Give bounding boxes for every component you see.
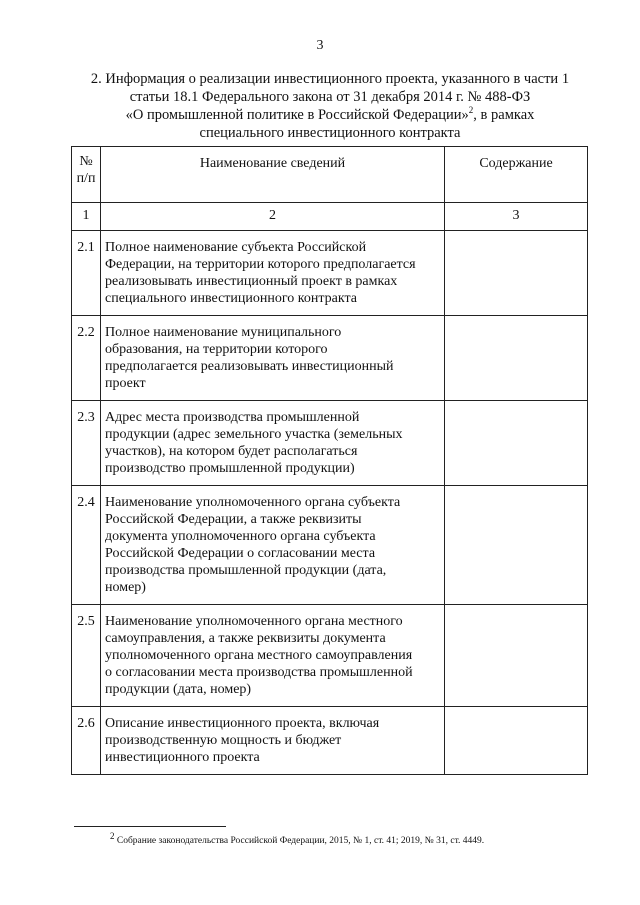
desc-line: предполагается реализовывать инвестиционный bbox=[105, 359, 394, 374]
table-row bbox=[72, 316, 588, 401]
row-number: 2.3 bbox=[72, 401, 101, 486]
desc-line: о согласовании места производства промышленной bbox=[105, 665, 413, 680]
header-number-abbr: п/п bbox=[76, 171, 96, 186]
row-description bbox=[101, 605, 445, 707]
heading-line-2: статьи 18.1 Федерального закона от 31 декабря 2014 г. № 488-ФЗ bbox=[129, 89, 531, 105]
heading-line-3-tail: , в рамках bbox=[473, 107, 535, 123]
footnote bbox=[110, 831, 485, 847]
row-description bbox=[101, 707, 445, 775]
desc-line: Федерации, на территории которого предполагается bbox=[105, 257, 416, 272]
information-table bbox=[71, 146, 588, 775]
desc-line: документа уполномоченного органа субъекта bbox=[105, 529, 376, 544]
column-index-3: 3 bbox=[445, 203, 588, 231]
table-row bbox=[72, 605, 588, 707]
desc-line: Описание инвестиционного проекта, включая bbox=[105, 716, 380, 731]
row-content-cell bbox=[445, 401, 588, 486]
row-content-cell bbox=[445, 316, 588, 401]
row-number: 2.4 bbox=[72, 486, 101, 605]
table-row bbox=[72, 486, 588, 605]
heading-law-title: «О промышленной политике в Российской Федерации» bbox=[125, 107, 469, 123]
desc-line: уполномоченного органа местного самоуправления bbox=[105, 648, 413, 663]
desc-line: Адрес места производства промышленной bbox=[105, 410, 360, 425]
row-number: 2.2 bbox=[72, 316, 101, 401]
row-description bbox=[101, 401, 445, 486]
heading-line-1: 2. Информация о реализации инвестиционного проекта, указанного в части 1 bbox=[90, 71, 570, 87]
table-row bbox=[72, 401, 588, 486]
page-number: 3 bbox=[316, 38, 324, 53]
row-number: 2.6 bbox=[72, 707, 101, 775]
desc-line: Полное наименование муниципального bbox=[105, 325, 342, 340]
desc-line: образования, на территории которого bbox=[105, 342, 328, 357]
row-content-cell bbox=[445, 486, 588, 605]
row-description bbox=[101, 486, 445, 605]
desc-line: самоуправления, а также реквизиты документа bbox=[105, 631, 386, 646]
heading-line-3 bbox=[60, 106, 600, 124]
row-description bbox=[101, 231, 445, 316]
desc-line: номер) bbox=[105, 580, 146, 595]
row-content-cell bbox=[445, 231, 588, 316]
desc-line: Российской Федерации, а также реквизиты bbox=[105, 512, 362, 527]
desc-line: производство промышленной продукции) bbox=[105, 461, 355, 476]
desc-line: продукции (дата, номер) bbox=[105, 682, 252, 697]
desc-line: участков), на котором будет располагаться bbox=[105, 444, 358, 459]
table-header-row bbox=[72, 147, 588, 203]
row-content-cell bbox=[445, 605, 588, 707]
desc-line: Полное наименование субъекта Российской bbox=[105, 240, 367, 255]
desc-line: Наименование уполномоченного органа субъекта bbox=[105, 495, 401, 510]
footnote-ref: 2 bbox=[468, 105, 474, 116]
footnote-text: Собрание законодательства Российской Федерации, 2015, № 1, ст. 41; 2019, № 31, ст. 4449. bbox=[114, 836, 485, 847]
footnote-separator bbox=[74, 826, 226, 827]
column-index-1: 1 bbox=[72, 203, 101, 231]
table-row bbox=[72, 707, 588, 775]
desc-line: продукции (адрес земельного участка (земельных bbox=[105, 427, 403, 442]
row-content-cell bbox=[445, 707, 588, 775]
header-content-cell: Содержание bbox=[445, 147, 588, 203]
desc-line: Наименование уполномоченного органа местного bbox=[105, 614, 403, 629]
desc-line: реализовывать инвестиционный проект в рамках bbox=[105, 274, 398, 289]
table-row bbox=[72, 231, 588, 316]
header-number-sign: № bbox=[79, 154, 93, 169]
column-index-row bbox=[72, 203, 588, 231]
desc-line: проект bbox=[105, 376, 146, 391]
section-heading bbox=[60, 70, 600, 142]
desc-line: Российской Федерации о согласовании места bbox=[105, 546, 376, 561]
header-number-cell bbox=[72, 147, 101, 203]
desc-line: специального инвестиционного контракта bbox=[105, 291, 357, 306]
column-index-2: 2 bbox=[101, 203, 445, 231]
heading-line-4: специального инвестиционного контракта bbox=[199, 125, 461, 141]
header-name-cell: Наименование сведений bbox=[101, 147, 445, 203]
footnote-marker: 2 bbox=[110, 831, 115, 841]
row-number: 2.5 bbox=[72, 605, 101, 707]
row-number: 2.1 bbox=[72, 231, 101, 316]
desc-line: инвестиционного проекта bbox=[105, 750, 260, 765]
desc-line: производственную мощность и бюджет bbox=[105, 733, 342, 748]
row-description bbox=[101, 316, 445, 401]
desc-line: производства промышленной продукции (дата, bbox=[105, 563, 387, 578]
